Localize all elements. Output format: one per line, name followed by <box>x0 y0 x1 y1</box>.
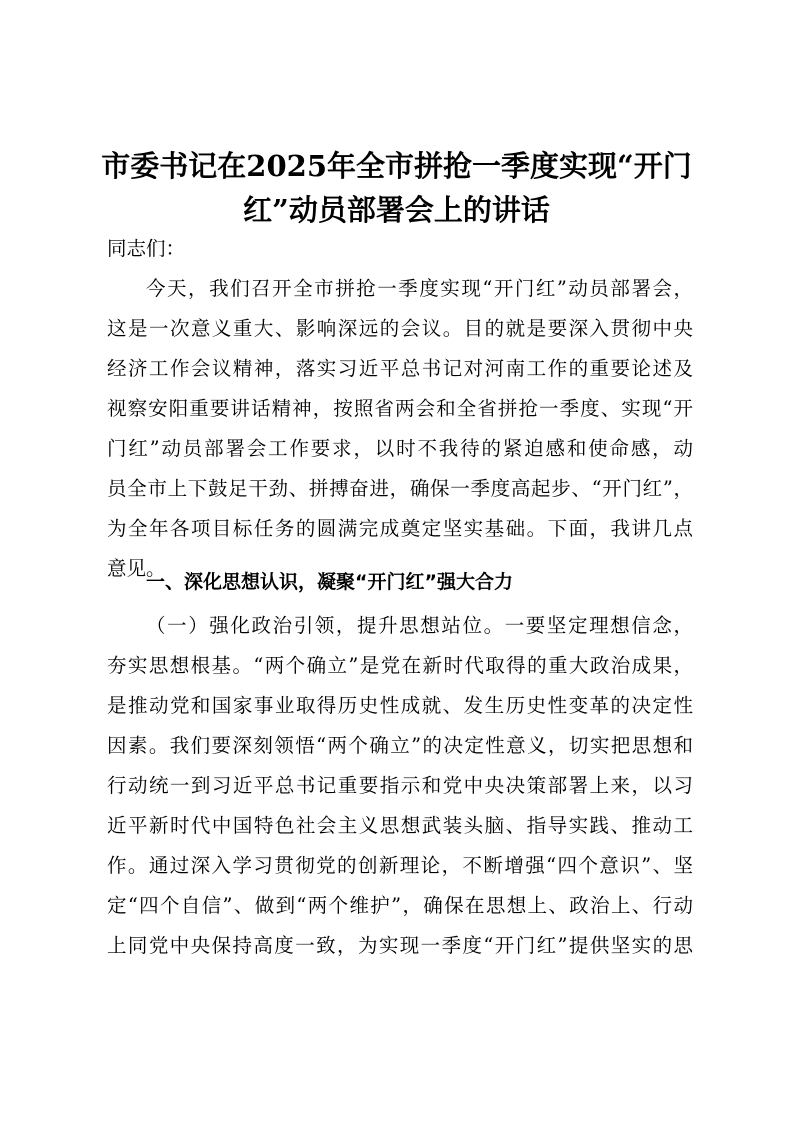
paragraph-2-line: 是推动党和国家事业取得历史性成就、发生历史性变革的决定性 <box>107 694 693 717</box>
document-title-line-2: 红”动员部署会上的讲话 <box>243 193 550 227</box>
paragraph-1-line: 视察安阳重要讲话精神，按照省两会和全省拼抢一季度、实现“开 <box>107 397 693 420</box>
section-heading-1: 一、深化思想认识，凝聚“开门红”强大合力 <box>146 571 513 593</box>
paragraph-2-line: 定“四个自信”、做到“两个维护”，确保在思想上、政治上、行动 <box>107 894 693 917</box>
paragraph-2-line: 夯实思想根基。“两个确立”是党在新时代取得的重大政治成果， <box>107 654 693 677</box>
subheading-1: （一）强化政治引领，提升思想站位。 <box>146 614 505 637</box>
paragraph-1-line: 员全市上下鼓足干劲、拼搏奋进，确保一季度高起步、“开门红”， <box>107 477 693 500</box>
salutation: 同志们： <box>107 237 186 260</box>
paragraph-1-line: 为全年各项目标任务的圆满完成奠定坚实基础。下面，我讲几点 <box>107 517 693 540</box>
paragraph-2-first-line-rest: 一要坚定理想信念， <box>504 614 693 637</box>
paragraph-1-line: 今天，我们召开全市拼抢一季度实现“开门红”动员部署会， <box>146 277 693 300</box>
paragraph-2-first-line <box>146 606 693 646</box>
paragraph-2-line: 因素。我们要深刻领悟“两个确立”的决定性意义，切实把思想和 <box>107 734 693 757</box>
paragraph-1-line: 意见。 <box>107 557 166 580</box>
paragraph-2-line: 作。通过深入学习贯彻党的创新理论，不断增强“四个意识”、坚 <box>107 854 693 877</box>
document-title-line-1: 市委书记在2025年全市拼抢一季度实现“开门 <box>101 149 692 183</box>
paragraph-1-line: 门红”动员部署会工作要求，以时不我待的紧迫感和使命感，动 <box>107 437 693 460</box>
paragraph-2-line: 近平新时代中国特色社会主义思想武装头脑、指导实践、推动工 <box>107 814 693 837</box>
paragraph-1-line: 这是一次意义重大、影响深远的会议。目的就是要深入贯彻中央 <box>107 317 693 340</box>
paragraph-2-line: 行动统一到习近平总书记重要指示和党中央决策部署上来，以习 <box>107 774 693 797</box>
paragraph-1-line: 经济工作会议精神，落实习近平总书记对河南工作的重要论述及 <box>107 357 693 380</box>
paragraph-2-line: 上同党中央保持高度一致，为实现一季度“开门红”提供坚实的思 <box>107 934 693 957</box>
